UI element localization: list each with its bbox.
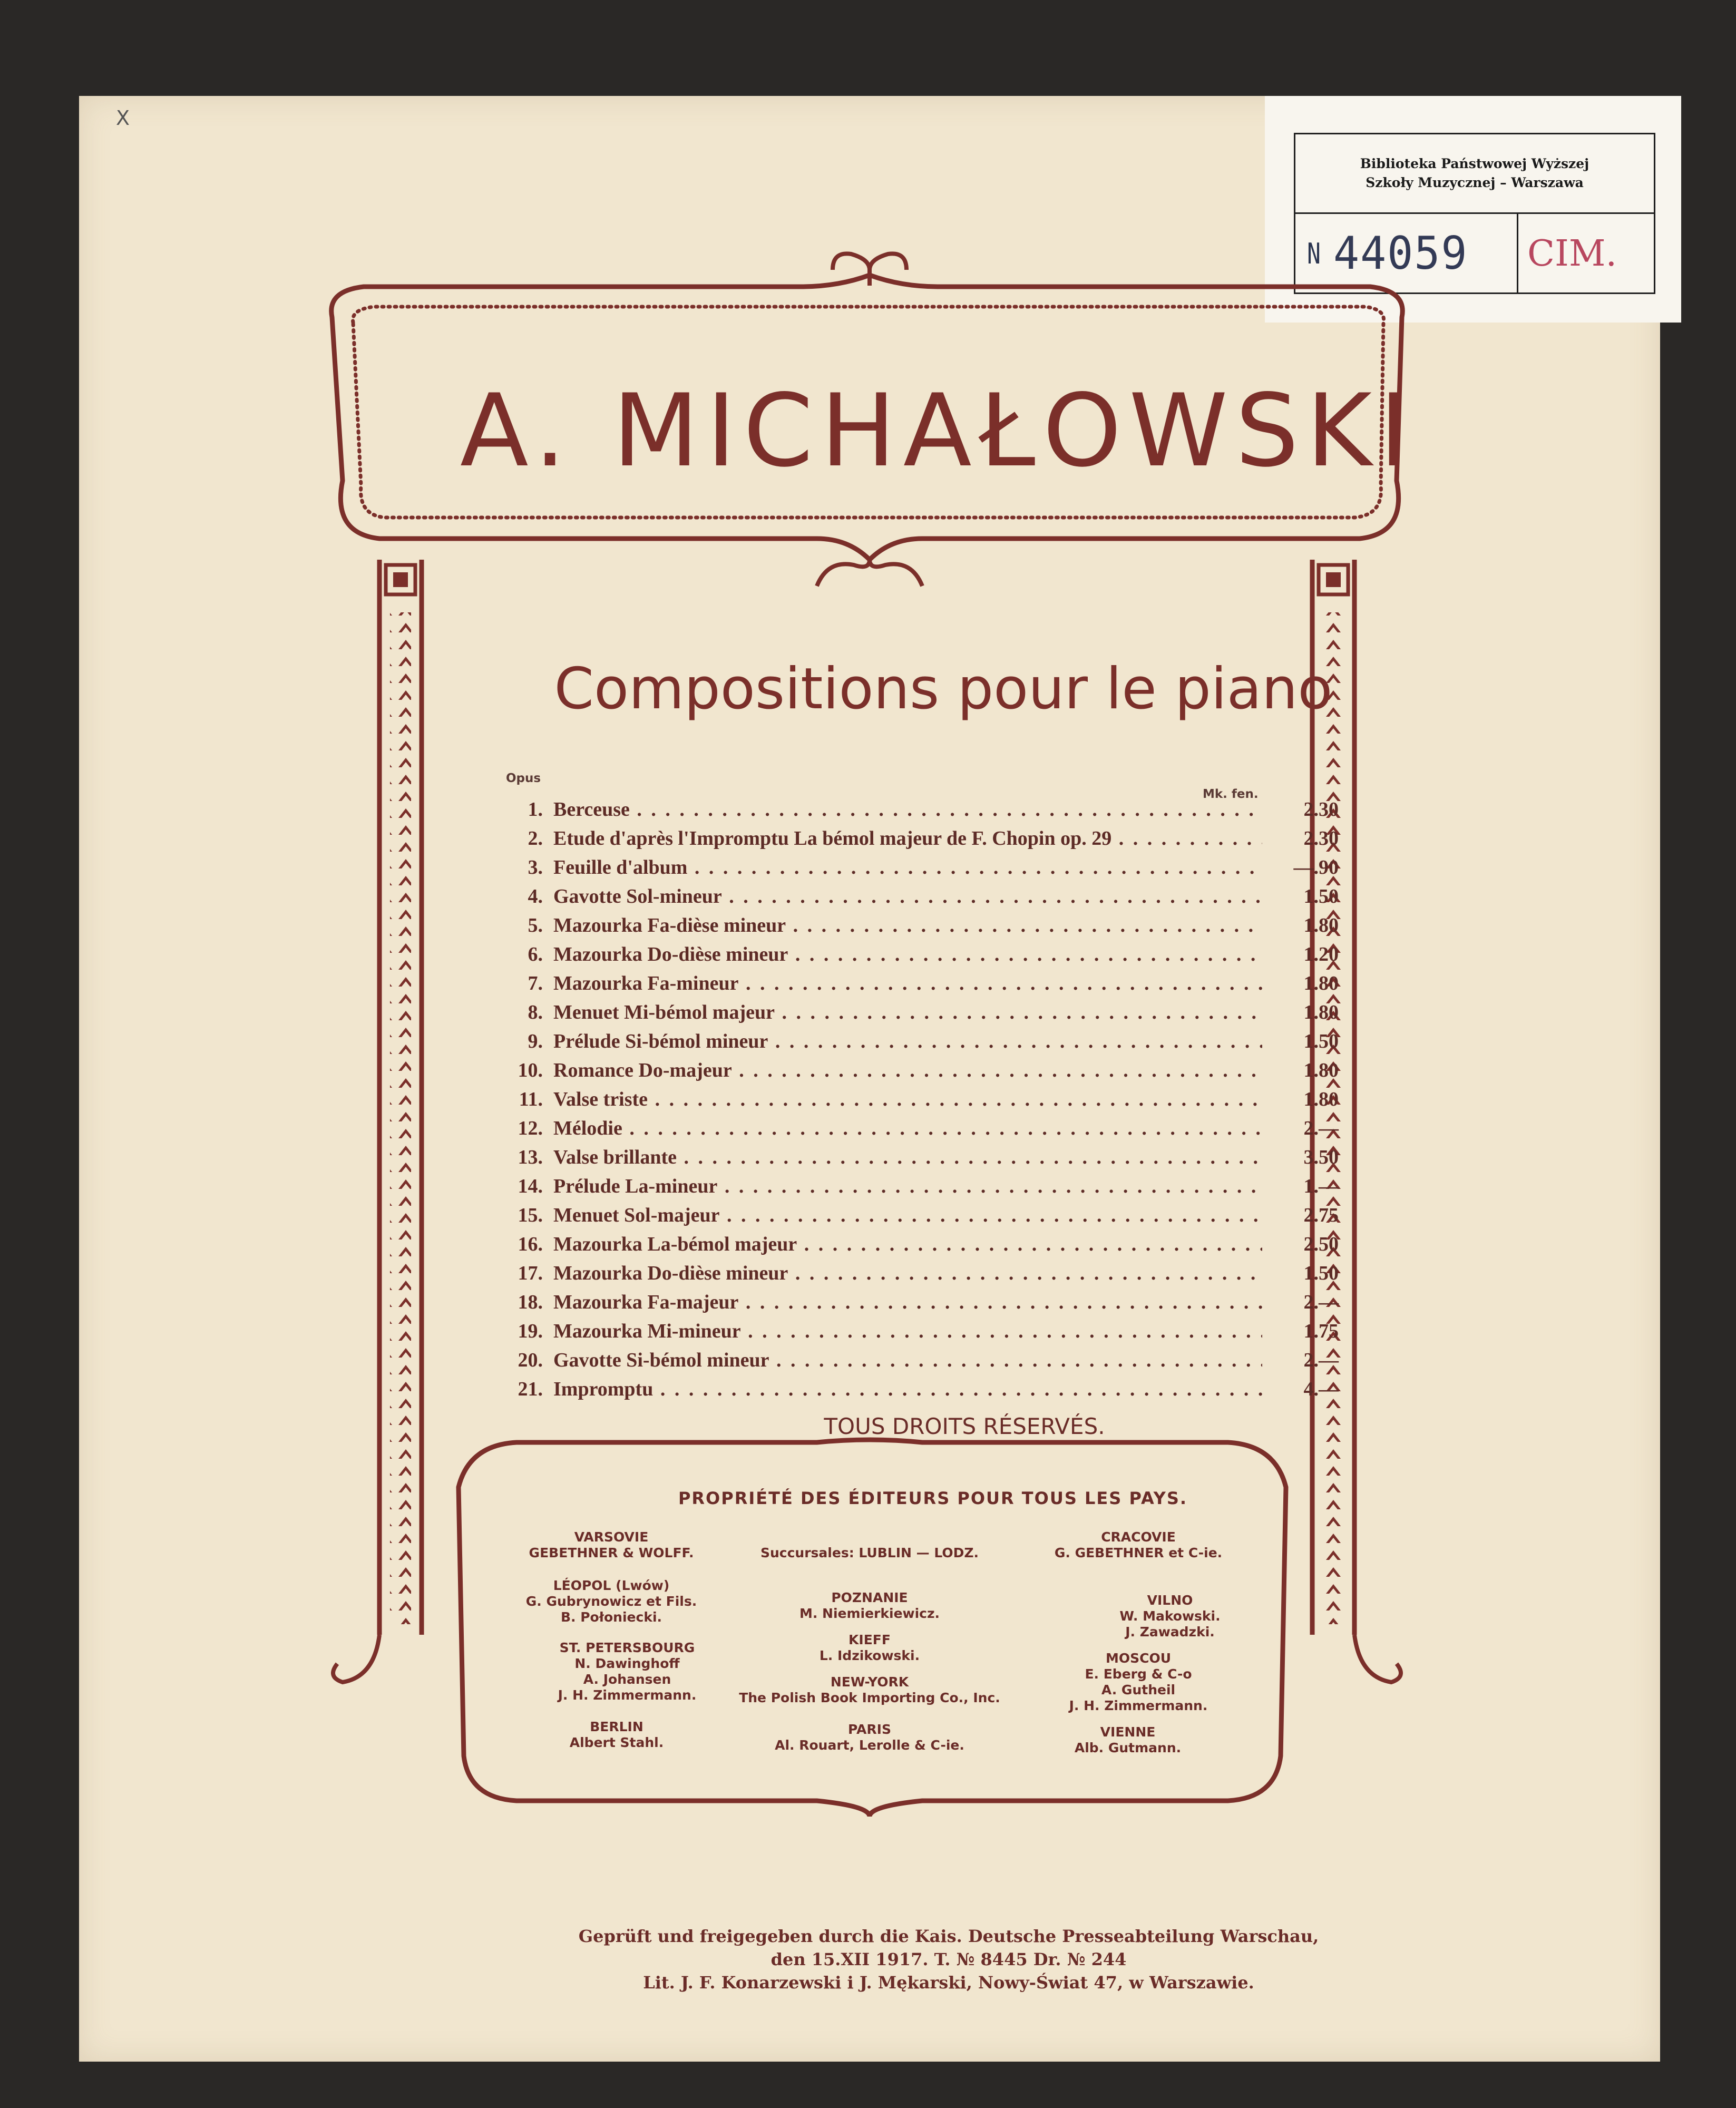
composition-price: 1.80 [1303, 1001, 1339, 1023]
publisher-leopol [480, 1578, 743, 1625]
publisher-moscou [1007, 1651, 1270, 1714]
opus-number: 14. [518, 1175, 543, 1197]
opus-number: 10. [518, 1059, 543, 1081]
composition-row [490, 1088, 1344, 1117]
price-header: Mk. fen. [1203, 787, 1259, 801]
composition-row [490, 1030, 1344, 1059]
opus-number: 15. [518, 1204, 543, 1226]
opus-number: 13. [518, 1146, 543, 1168]
stamp-number: 44059 [1333, 227, 1468, 280]
publisher-name: Al. Rouart, Lerolle & C-ie. [775, 1738, 964, 1753]
composition-row [490, 914, 1344, 943]
publisher-vilno [1038, 1593, 1302, 1640]
composition-title: Mazourka Fa-dièse mineur . . . [553, 914, 1262, 937]
opus-number: 2. [528, 827, 543, 850]
sheet-music-cover [79, 96, 1660, 2062]
composition-price: 1.80 [1303, 972, 1339, 994]
opus-number: 16. [518, 1233, 543, 1255]
footer-line-3: Lit. J. F. Konarzewski i J. Mękarski, Nowy-Świat 47, w Warszawie. [643, 1973, 1254, 1993]
composition-price: 2.30 [1303, 827, 1339, 850]
composition-row [490, 1059, 1344, 1088]
succursales-note: Succursales: LUBLIN — LODZ. [760, 1545, 979, 1560]
composition-row [490, 798, 1344, 827]
publisher-cracovie [1007, 1529, 1270, 1561]
publisher-kieff [738, 1632, 1001, 1664]
composition-price: 1.— [1303, 1175, 1339, 1197]
opus-number: 7. [528, 972, 543, 994]
stamp-prefix: N [1307, 237, 1321, 270]
publisher-paris [738, 1722, 1001, 1753]
composition-price: 1.80 [1303, 1059, 1339, 1081]
stamp-line-1: Biblioteka Państwowej Wyższej [1360, 156, 1589, 171]
publisher-name: GEBETHNER & WOLFF. [529, 1545, 694, 1560]
publisher-name: W. Makowski. [1119, 1608, 1221, 1624]
composition-row [490, 885, 1344, 914]
composition-price: 2.30 [1303, 798, 1339, 821]
composition-title: Berceuse . . . [553, 798, 1262, 821]
composition-price: 1.50 [1303, 1262, 1339, 1284]
composition-price: 1.50 [1303, 1030, 1339, 1052]
composition-row [490, 1117, 1344, 1146]
opus-number: 5. [528, 914, 543, 936]
composition-price: 1.80 [1303, 914, 1339, 936]
composition-title: Mazourka Mi-mineur . . . [553, 1320, 1262, 1343]
censorship-footer [395, 1925, 1502, 1994]
composition-title: Romance Do-majeur . . . [553, 1059, 1262, 1082]
composition-price: 1.20 [1303, 943, 1339, 965]
opus-header: Opus [506, 772, 541, 785]
composition-title: Mazourka Fa-majeur . . . [553, 1291, 1262, 1314]
composition-title: Valse triste . . . [553, 1088, 1262, 1111]
publisher-name: E. Eberg & C-o [1085, 1666, 1192, 1682]
city-label: ST. PETERSBOURG [559, 1640, 695, 1655]
footer-line-2: den 15.XII 1917. T. № 8445 Dr. № 244 [771, 1949, 1127, 1969]
corner-mark: X [116, 106, 130, 130]
opus-number: 17. [518, 1262, 543, 1284]
composition-row [490, 972, 1344, 1001]
publisher-newyork [706, 1674, 1033, 1706]
composition-row [490, 1349, 1344, 1378]
composition-row [490, 1146, 1344, 1175]
composition-row [490, 856, 1344, 885]
composition-row [490, 943, 1344, 972]
composition-row [490, 1378, 1344, 1407]
opus-number: 3. [528, 856, 543, 879]
composition-row [490, 1233, 1344, 1262]
opus-number: 21. [518, 1378, 543, 1400]
composition-title: Mélodie . . . [553, 1117, 1262, 1140]
composition-title: Gavotte Si-bémol mineur . . . [553, 1349, 1262, 1372]
opus-number: 9. [528, 1030, 543, 1052]
publisher-name: G. GEBETHNER et C-ie. [1054, 1545, 1223, 1560]
city-label: POZNANIE [831, 1590, 908, 1605]
composition-title: Gavotte Sol-mineur . . . [553, 885, 1262, 908]
composition-price: 4.— [1303, 1378, 1339, 1400]
opus-number: 12. [518, 1117, 543, 1139]
publisher-varsovie [480, 1529, 743, 1561]
opus-number: 19. [518, 1320, 543, 1342]
composition-price: 2.— [1303, 1349, 1339, 1371]
publisher-name: J. Zawadzki. [1125, 1624, 1215, 1639]
composition-title: Prélude Si-bémol mineur . . . [553, 1030, 1262, 1053]
composition-row [490, 827, 1344, 856]
stamp-line-2: Szkoły Muzycznej – Warszawa [1366, 175, 1584, 190]
composition-title: Menuet Mi-bémol majeur . . . [553, 1001, 1262, 1024]
publisher-vienne [996, 1724, 1260, 1756]
composition-title: Impromptu . . . [553, 1378, 1262, 1401]
opus-number: 18. [518, 1291, 543, 1313]
city-label: LÉOPOL (Lwów) [553, 1578, 670, 1593]
opus-number: 20. [518, 1349, 543, 1371]
composition-price: 2.— [1303, 1117, 1339, 1139]
composition-row [490, 1204, 1344, 1233]
composition-price: 2.75 [1303, 1204, 1339, 1226]
collection-subtitle: Compositions pour le piano [554, 656, 1333, 722]
composition-title: Menuet Sol-majeur . . . [553, 1204, 1262, 1227]
publisher-name: M. Niemierkiewicz. [799, 1606, 940, 1621]
composition-title: Feuille d'album . . . [553, 856, 1262, 879]
composition-title: Mazourka La-bémol majeur . . . [553, 1233, 1262, 1256]
publisher-name: B. Połoniecki. [560, 1609, 662, 1625]
composition-row [490, 1001, 1344, 1030]
composition-price: 1.50 [1303, 885, 1339, 907]
composition-price: 1.75 [1303, 1320, 1339, 1342]
publisher-name: J. H. Zimmermann. [558, 1687, 697, 1703]
composition-title: Etude d'après l'Impromptu La bémol majeur de F. Chopin op. 29 . . . [553, 827, 1262, 850]
compositions-list [490, 798, 1344, 1407]
composition-title: Mazourka Do-dièse mineur . . . [553, 1262, 1262, 1285]
composition-title: Valse brillante . . . [553, 1146, 1262, 1169]
opus-number: 4. [528, 885, 543, 907]
composition-row [490, 1291, 1344, 1320]
publisher-poznanie [738, 1590, 1001, 1622]
composition-price: 2.50 [1303, 1233, 1339, 1255]
opus-number: 11. [519, 1088, 543, 1110]
publisher-name: A. Gutheil [1101, 1682, 1176, 1697]
publishers-heading: PROPRIÉTÉ DES ÉDITEURS POUR TOUS LES PAYS. [678, 1488, 1188, 1508]
publisher-name: J. H. Zimmermann. [1069, 1698, 1208, 1713]
city-label: KIEFF [849, 1632, 891, 1647]
publisher-name: The Polish Book Importing Co., Inc. [739, 1690, 1000, 1705]
composition-price: 1.80 [1303, 1088, 1339, 1110]
publisher-name: G. Gubrynowicz et Fils. [525, 1594, 697, 1609]
publisher-name: A. Johansen [583, 1672, 671, 1687]
publisher-name: N. Dawinghoff [574, 1656, 680, 1671]
city-label: VILNO [1147, 1593, 1193, 1608]
publisher-name: Albert Stahl. [569, 1735, 664, 1750]
composer-title: A. MICHAŁOWSKI [460, 373, 1417, 489]
footer-line-1: Geprüft und freigegeben durch die Kais. Deutsche Presseabteilung Warschau, [578, 1926, 1319, 1946]
composition-title: Mazourka Do-dièse mineur . . . [553, 943, 1262, 966]
publisher-name: L. Idzikowski. [819, 1648, 920, 1663]
opus-number: 8. [528, 1001, 543, 1023]
rights-notice: TOUS DROITS RÉSERVÉS. [824, 1413, 1105, 1439]
composition-price: 2.— [1303, 1291, 1339, 1313]
city-label: BERLIN [590, 1719, 643, 1734]
composition-row [490, 1320, 1344, 1349]
composition-title: Prélude La-mineur . . . [553, 1175, 1262, 1198]
composition-price: —.90 [1293, 856, 1339, 879]
city-label: PARIS [848, 1722, 891, 1737]
city-label: VIENNE [1100, 1724, 1156, 1740]
publisher-berlin [485, 1719, 748, 1751]
composition-title: Mazourka Fa-mineur . . . [553, 972, 1262, 995]
city-label: NEW-YORK [830, 1674, 909, 1690]
composition-row [490, 1262, 1344, 1291]
composition-row [490, 1175, 1344, 1204]
city-label: VARSOVIE [574, 1529, 649, 1545]
stamp-suffix: CIM. [1527, 232, 1617, 275]
publisher-name: Alb. Gutmann. [1074, 1740, 1182, 1755]
opus-number: 6. [528, 943, 543, 965]
composition-price: 3.50 [1303, 1146, 1339, 1168]
opus-number: 1. [528, 798, 543, 821]
city-label: CRACOVIE [1101, 1529, 1176, 1545]
city-label: MOSCOU [1105, 1651, 1172, 1666]
